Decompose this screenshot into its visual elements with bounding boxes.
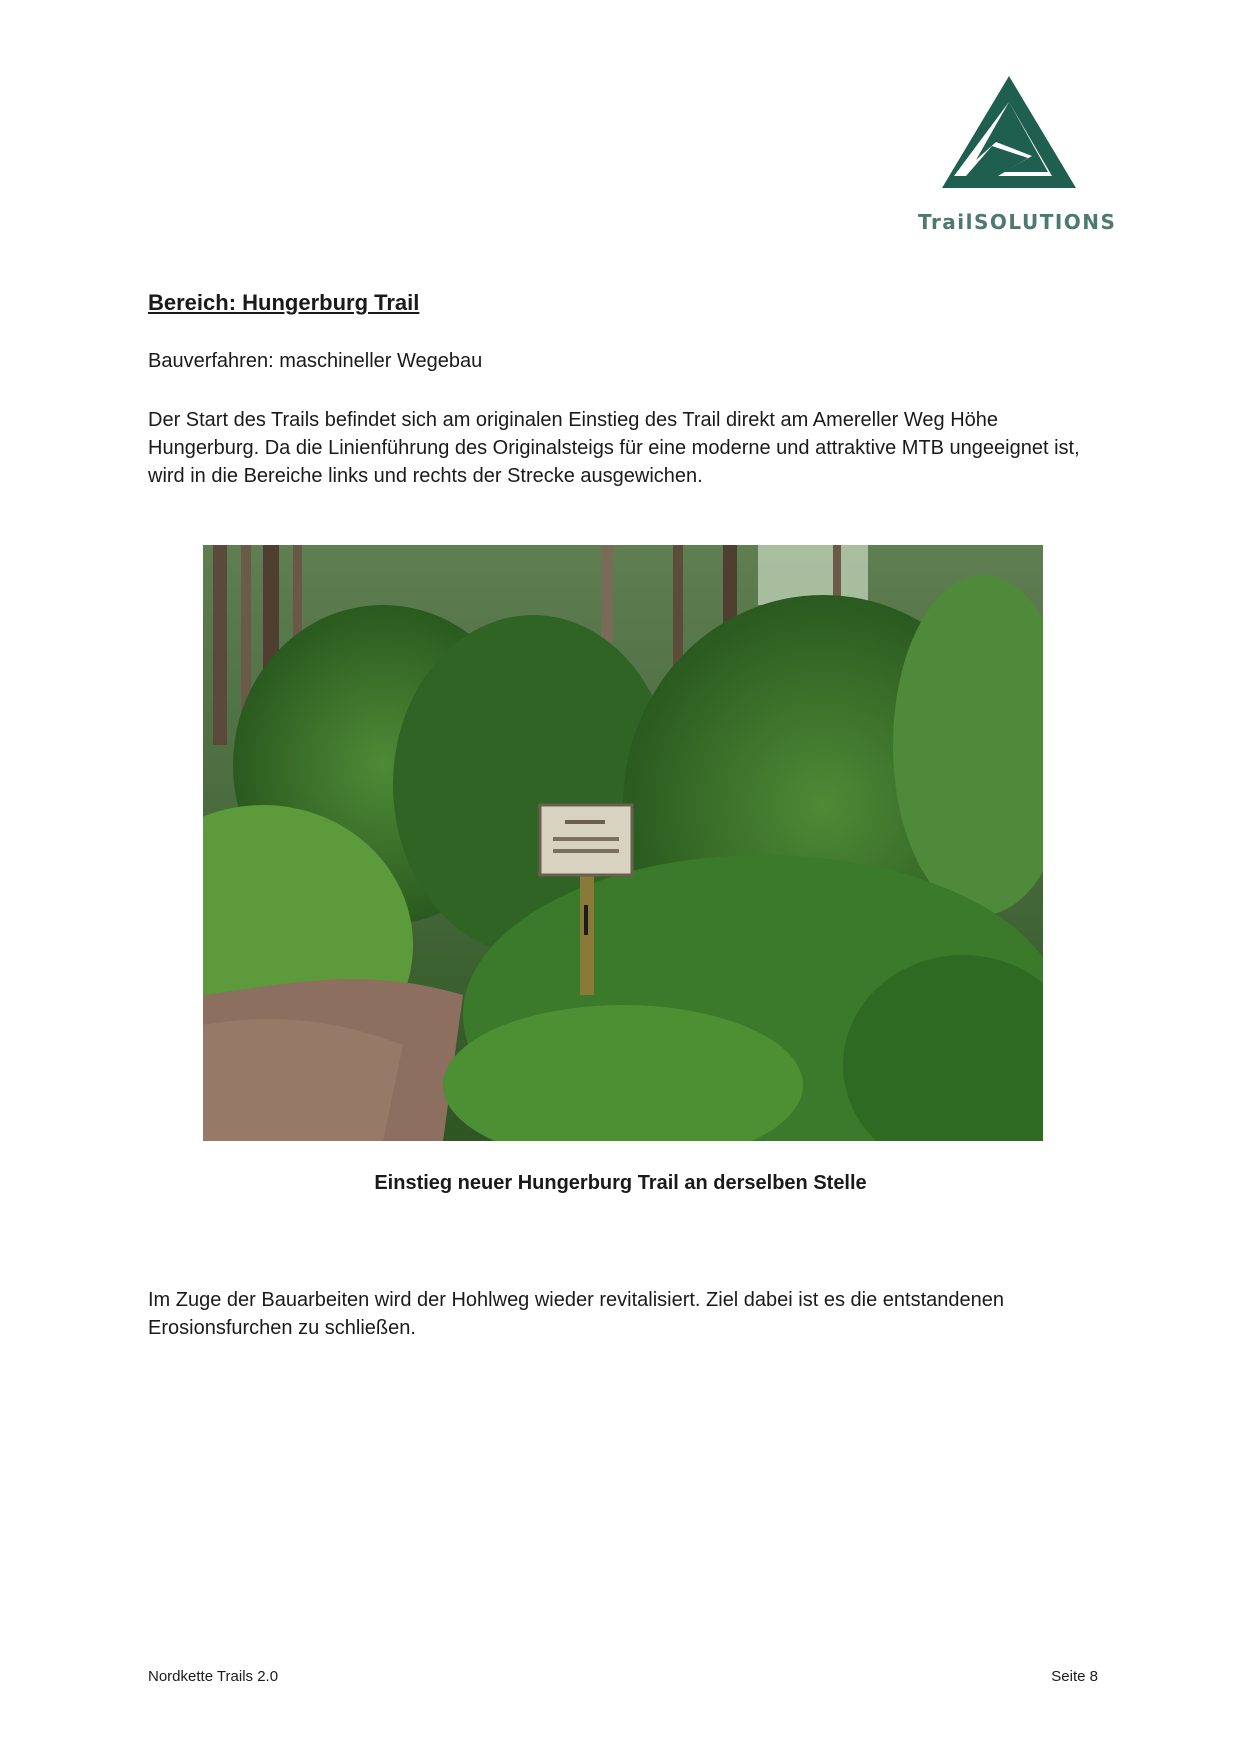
photo-caption: Einstieg neuer Hungerburg Trail an derselben Stelle <box>374 1172 867 1194</box>
mountain-triangle-icon <box>936 72 1082 202</box>
revitalization-paragraph: Im Zuge der Bauarbeiten wird der Hohlweg wieder revitalisiert. Ziel dabei ist es die entstandenen Erosionsfurchen zu schließen. <box>148 1289 1005 1339</box>
intro-paragraph: Der Start des Trails befindet sich am originalen Einstieg des Trail direkt am Amereller Weg Höhe Hungerburg. Da die Linienführung des Originalsteigs für eine moderne und attraktive MTB ungeeignet ist, wird in die Bereiche links und rechts der Strecke ausgewichen. <box>148 409 1080 487</box>
logo-text: TrailSOLUTIONS <box>918 210 1117 234</box>
footer-page-number: Seite 8 <box>1051 1668 1098 1685</box>
footer-document-title: Nordkette Trails 2.0 <box>148 1668 279 1685</box>
section-heading: Bereich: Hungerburg Trail <box>148 290 420 315</box>
forest-photo <box>203 545 1043 1141</box>
construction-method: Bauverfahren: maschineller Wegebau <box>148 350 483 372</box>
company-logo <box>918 72 1117 242</box>
